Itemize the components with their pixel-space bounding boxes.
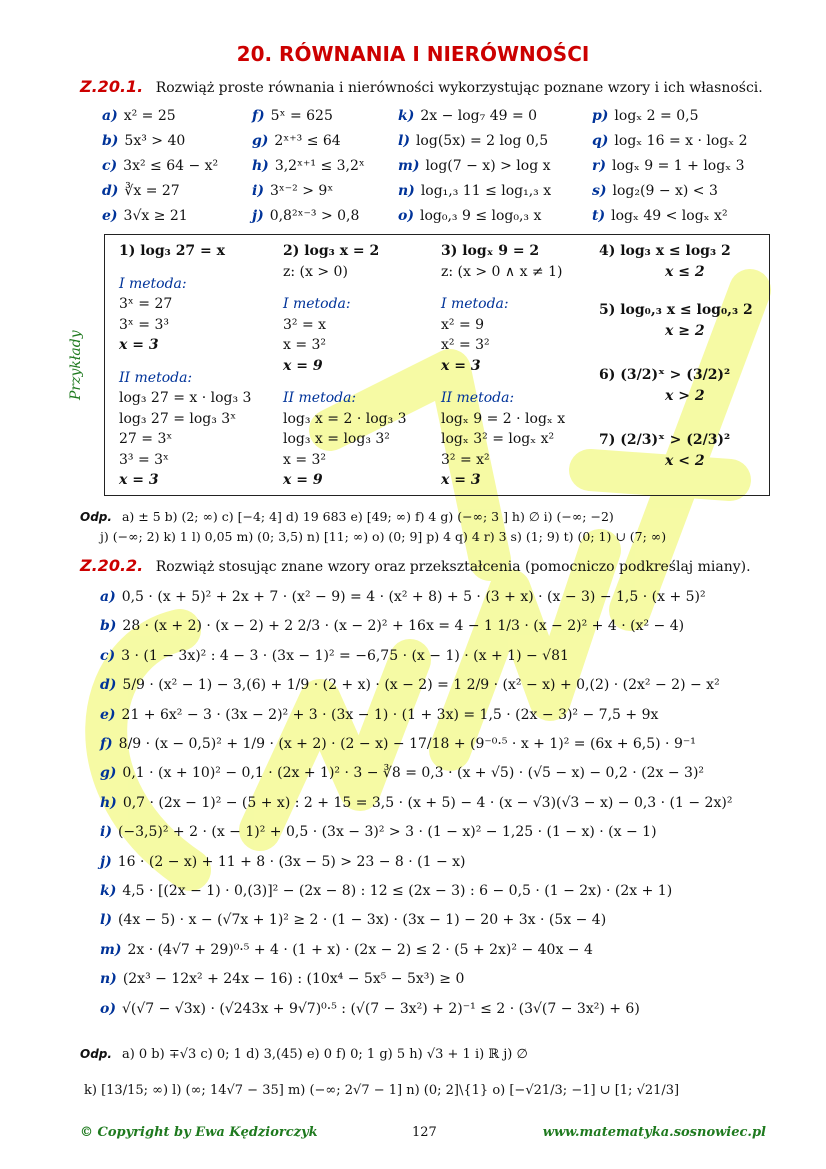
exercise-item: r) logₓ 9 = 1 + logₓ 3 bbox=[592, 158, 745, 174]
equation-item: n) (2x³ − 12x² + 24x − 16) : (10x⁴ − 5x⁵ − 5x³) ≥ 0 bbox=[100, 971, 465, 988]
exercise-item: a) x² = 25 bbox=[102, 108, 176, 124]
page-title: 20. RÓWNANIA I NIERÓWNOŚCI bbox=[236, 42, 590, 66]
example-column-1: 1) log₃ 27 = x I metoda: 3ˣ = 27 3ˣ = 3³ x = 3 II metoda: log₃ 27 = x · log₃ 3 log₃ 27 = log₃ 3ˣ 27 = 3ˣ 3³ = 3ˣ x = 3 bbox=[119, 243, 252, 488]
exercise-item: g) 2ˣ⁺³ ≤ 64 bbox=[252, 133, 341, 149]
task-1-column-3 bbox=[398, 104, 551, 229]
examples-box bbox=[104, 234, 770, 496]
exercise-item: j) 0,8²ˣ⁻³ > 0,8 bbox=[252, 208, 360, 224]
equation-item: h) 0,7 · (2x − 1)² − (5 + x) : 2 + 15 = 3,5 · (x + 5) − 4 · (x − √3)(√3 − x) − 0,3 · (1 − 2x)² bbox=[100, 794, 733, 811]
exercise-item: o) log₀,₃ 9 ≤ log₀,₃ x bbox=[398, 208, 542, 224]
exercise-item: n) log₁,₃ 11 ≤ log₁,₃ x bbox=[398, 183, 552, 199]
task-2-id: Z.20.2. bbox=[80, 556, 144, 575]
equation-item: e) 21 + 6x² − 3 · (3x − 2)² + 3 · (3x − 1) · (1 + 3x) = 1,5 · (2x − 3)² − 7,5 + 9x bbox=[100, 706, 659, 723]
exercise-item: m) log(7 − x) > log x bbox=[398, 158, 551, 174]
exercise-item: q) logₓ 16 = x · logₓ 2 bbox=[592, 133, 748, 149]
exercise-item: p) logₓ 2 = 0,5 bbox=[592, 108, 699, 124]
equation-item: g) 0,1 · (x + 10)² − 0,1 · (2x + 1)² · 3 − ∛8 = 0,3 · (x + √5) · (√5 − x) − 0,2 · (2x − 3)² bbox=[100, 765, 705, 782]
equation-item: c) 3 · (1 − 3x)² : 4 − 3 · (3x − 1)² = −6,75 · (x − 1) · (x + 1) − √81 bbox=[100, 647, 569, 664]
answers-1-line-1: Odp. a) ± 5 b) (2; ∞) c) [−4; 4] d) 19 683 e) [49; ∞) f) 4 g) (−∞; 3 ] h) ∅ i) (−∞; −2) bbox=[80, 509, 614, 524]
example-column-4: 4) log₃ x ≤ log₃ 2 x ≤ 2 5) log₀,₃ x ≤ log₀,₃ 2 x ≥ 2 6) (3/2)ˣ > (3/2)² x > 2 7) (2/3)ˣ > (2/3)² x < 2 bbox=[599, 243, 753, 469]
equation-item: m) 2x · (4√7 + 29)⁰·⁵ + 4 · (1 + x) · (2x − 2) ≤ 2 · (5 + 2x)² − 40x − 4 bbox=[100, 941, 593, 958]
exercise-item: d) ∛x = 27 bbox=[102, 183, 180, 199]
exercise-item: l) log(5x) = 2 log 0,5 bbox=[398, 133, 549, 149]
exercise-item: f) 5ˣ = 625 bbox=[252, 108, 333, 124]
equation-item: d) 5/9 · (x² − 1) − 3,(6) + 1/9 · (2 + x) · (x − 2) = 1 2/9 · (x² − x) + 0,(2) · (2x² − 2) − x² bbox=[100, 677, 720, 694]
task-1-header bbox=[80, 77, 763, 96]
example-column-2: 2) log₃ x = 2 z: (x > 0) I metoda: 3² = x x = 3² x = 9 II metoda: log₃ x = 2 · log₃ 3 log₃ x = log₃ 3² x = 3² x = 9 bbox=[283, 243, 407, 488]
task-2-header bbox=[80, 556, 751, 575]
examples-side-label: Przykłady bbox=[68, 330, 84, 400]
equation-item: l) (4x − 5) · x − (√7x + 1)² ≥ 2 · (1 − 3x) · (3x − 1) − 20 + 3x · (5x − 4) bbox=[100, 912, 607, 929]
page-number: 127 bbox=[412, 1125, 437, 1140]
footer-copyright: © Copyright by Ewa Kędziorczyk bbox=[80, 1125, 318, 1140]
exercise-item: e) 3√x ≥ 21 bbox=[102, 208, 188, 224]
example-column-3: 3) logₓ 9 = 2 z: (x > 0 ∧ x ≠ 1) I metoda: x² = 9 x² = 3² x = 3 II metoda: logₓ 9 = 2 · logₓ x logₓ 3² = logₓ x² 3² = x² x = 3 bbox=[441, 243, 566, 488]
footer-website-link[interactable]: www.matematyka.sosnowiec.pl bbox=[542, 1125, 766, 1140]
exercise-item: h) 3,2ˣ⁺¹ ≤ 3,2ˣ bbox=[252, 158, 365, 174]
equation-item: a) 0,5 · (x + 5)² + 2x + 7 · (x² − 9) = 4 · (x² + 8) + 5 · (3 + x) · (x − 3) − 1,5 · (x + 5)² bbox=[100, 589, 706, 605]
equation-item: b) 28 · (x + 2) · (x − 2) + 2 2/3 · (x − 2)² + 16x = 4 − 1 1/3 · (x − 2)² + 4 · (x² − 4) bbox=[100, 618, 685, 635]
exercise-item: t) logₓ 49 < logₓ x² bbox=[592, 208, 728, 224]
task-2-equations bbox=[100, 583, 732, 1024]
exercise-item: i) 3ˣ⁻² > 9ˣ bbox=[252, 183, 334, 199]
answers-1-line-2: j) (−∞; 2) k) 1 l) 0,05 m) (0; 3,5) n) [11; ∞) o) (0; 9] p) 4 q) 4 r) 3 s) (1; 9) t) (0; 1) ∪ (7; ∞) bbox=[100, 529, 667, 544]
equation-item: f) 8/9 · (x − 0,5)² + 1/9 · (x + 2) · (2 − x) − 17/18 + (9⁻⁰·⁵ · x + 1)² = (6x + 6,5) · 9⁻¹ bbox=[100, 736, 696, 753]
exercise-item: k) 2x − log₇ 49 = 0 bbox=[398, 108, 538, 124]
task-1-column-4 bbox=[592, 104, 748, 229]
task-1-column-2 bbox=[252, 104, 365, 229]
equation-item: o) √(√7 − √3x) · (√243x + 9√7)⁰·⁵ : (√(7 − 3x²) + 2)⁻¹ ≤ 2 · (3√(7 − 3x²) + 6) bbox=[100, 1000, 640, 1017]
equation-item: j) 16 · (2 − x) + 11 + 8 · (3x − 5) > 23 − 8 · (1 − x) bbox=[100, 853, 466, 870]
task-2-text: Rozwiąż stosując znane wzory oraz przekształcenia (pomocniczo podkreślaj miany). bbox=[155, 559, 751, 575]
equation-item: i) (−3,5)² + 2 · (x − 1)² + 0,5 · (3x − 3)² > 3 · (1 − x)² − 1,25 · (1 − x) · (x − 1) bbox=[100, 824, 657, 841]
exercise-item: s) log₂(9 − x) < 3 bbox=[592, 183, 718, 199]
answers-2-line-2: k) [13/15; ∞) l) (∞; 14√7 − 35] m) (−∞; 2√7 − 1] n) (0; 2]\{1} o) [−√21/3; −1] ∪ [1; √21/3] bbox=[84, 1083, 680, 1098]
task-1-column-1 bbox=[102, 104, 218, 229]
equation-item: k) 4,5 · [(2x − 1) · 0,(3)]² − (2x − 8) : 12 ≤ (2x − 3) : 6 − 0,5 · (1 − 2x) · (2x + 1) bbox=[100, 883, 673, 900]
exercise-item: b) 5x³ > 40 bbox=[102, 133, 186, 149]
task-1-text: Rozwiąż proste równania i nierówności wykorzystując poznane wzory i ich własności. bbox=[155, 80, 763, 96]
task-1-id: Z.20.1. bbox=[80, 77, 144, 96]
exercise-item: c) 3x² ≤ 64 − x² bbox=[102, 158, 219, 174]
answers-2-line-1: Odp. a) 0 b) ∓√3 c) 0; 1 d) 3,(45) e) 0 f) 0; 1 g) 5 h) √3 + 1 i) ℝ j) ∅ bbox=[80, 1047, 528, 1062]
